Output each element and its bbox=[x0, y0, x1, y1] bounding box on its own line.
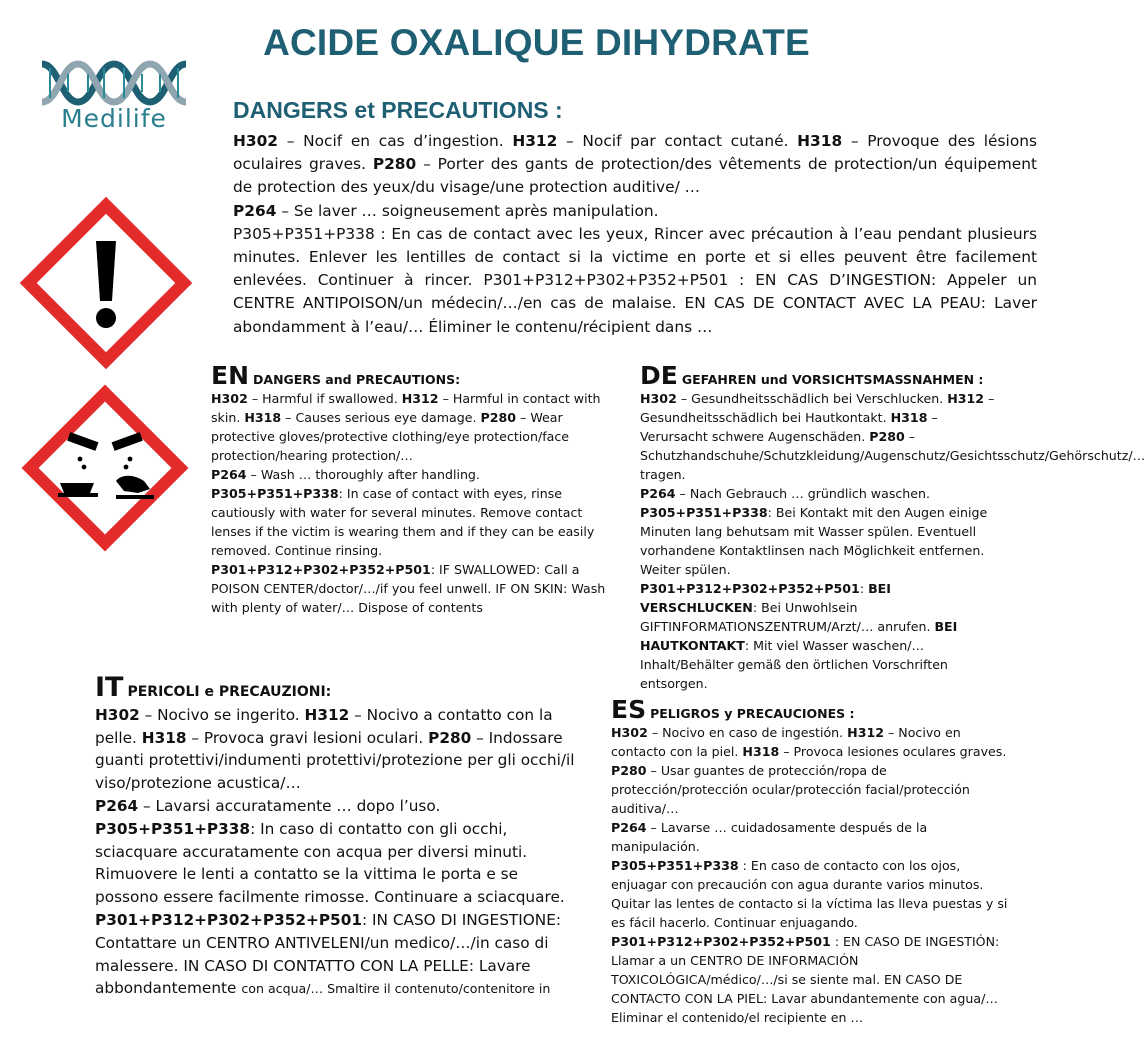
language-code-es: ES bbox=[611, 695, 647, 724]
statement-text: : IF SWALLOWED: Call a POISON CENTER/doctor/…/if you feel unwell. IF ON SKIN: Wash with plenty of water/… Dispose of contents bbox=[211, 562, 606, 615]
statement-code: H312 bbox=[947, 391, 985, 406]
statement-code: P264 bbox=[211, 467, 247, 482]
statement-text: : Mit viel Wasser waschen/… Inhalt/Behälter gemäß den örtlichen Vorschriften entsorgen. bbox=[640, 638, 948, 691]
statement-text: – Wash … thoroughly after handling. bbox=[246, 467, 480, 482]
heading-de: GEFAHREN und VORSICHTSMASSNAHMEN : bbox=[681, 372, 984, 387]
statement-code: P301+P312+P302+P352+P501 bbox=[211, 562, 431, 577]
statement-text: – Verursacht schwere Augenschäden. bbox=[640, 410, 938, 444]
statement-text: – Provoca gravi lesioni oculari. bbox=[186, 728, 429, 747]
statement-text: – Nocif par contact cutané. bbox=[557, 132, 798, 150]
statement-text: – Nocivo a contatto con la pelle. bbox=[95, 705, 553, 747]
statement-text: : In case of contact with eyes, rinse cautiously with water for several minutes. Remove contact lenses if the victim is wearing them and if they can be easily removed. Continue rinsing. bbox=[211, 486, 595, 558]
statement-code: P280 bbox=[869, 429, 905, 444]
statement-code: P264 bbox=[233, 201, 277, 220]
exclamation-mark-pictogram bbox=[20, 197, 192, 369]
section-de bbox=[640, 361, 1145, 693]
statement-code: P301+P312+P302+P352+P501 bbox=[611, 934, 831, 949]
body-it bbox=[95, 704, 575, 1001]
statement-text: – Provoque des lésions oculaires graves. bbox=[233, 132, 1038, 174]
statement-text: – Nocivo se ingerito. bbox=[139, 705, 305, 724]
statement-code: H312 bbox=[512, 132, 558, 150]
statement-code: P280 bbox=[428, 728, 472, 747]
statement-code: P264 bbox=[640, 486, 676, 501]
statement-code: H302 bbox=[611, 725, 648, 740]
statement-text: : IN CASO DI INGESTIONE: Contattare un CENTRO ANTIVELENI/un medico/…/in caso di malessere. IN CASO DI CONTATTO CON LA PELLE: Lavare abbondantemente bbox=[95, 910, 562, 998]
statement-text: – Wear protective gloves/protective clothing/eye protection/face protection/hearing protection/… bbox=[211, 410, 570, 463]
statement-text: – Nocivo en contacto con la piel. bbox=[611, 725, 961, 759]
statement-code: P305+P351+P338 bbox=[95, 819, 251, 838]
statement-text: – Lavarse … cuidadosamente después de la manipulación. bbox=[611, 820, 928, 854]
statement-code: H318 bbox=[890, 410, 928, 425]
statement-text: – Provoca lesiones oculares graves. bbox=[779, 744, 1007, 759]
main-heading: DANGERS et PRECAUTIONS : bbox=[233, 97, 563, 123]
statement-text: – Gesundheitsschädlich bei Hautkontakt. bbox=[640, 391, 995, 425]
logo-wordmark: Medilife bbox=[61, 104, 167, 133]
section-en bbox=[211, 361, 606, 617]
statement-code: BEI HAUTKONTAKT bbox=[640, 619, 958, 653]
dna-helix-icon bbox=[38, 58, 190, 108]
statement-text: : Bei Unwohlsein GIFTINFORMATIONSZENTRUM/Arzt/… anrufen. bbox=[640, 600, 935, 634]
section-es bbox=[611, 695, 1011, 1027]
statement-text: P305+P351+P338 : En cas de contact avec les yeux, Rincer avec précaution à l’eau pendant plusieurs minutes. Enlever les lentilles de contact si la victime en porte et si elles peuvent être facilement enlevées. Continuer à rincer. P301+P312+P302+P352+P501 : EN CAS D’INGESTION: Appeler un CENTRE ANTIPOISON/un médecin/…/en cas de malaise. EN CAS DE CONTACT AVEC LA PEAU: Laver abondamment à l’eau/… Éliminer le contenu/récipient dans … bbox=[233, 224, 1037, 336]
statement-text: – Nocif en cas d’ingestion. bbox=[278, 132, 513, 150]
statement-code: P280 bbox=[480, 410, 517, 425]
body-en bbox=[211, 389, 606, 617]
statement-code: H312 bbox=[401, 391, 439, 406]
statement-code: P305+P351+P338 bbox=[640, 505, 768, 520]
statement-code: H302 bbox=[233, 132, 279, 150]
statement-code: P305+P351+P338 bbox=[611, 858, 739, 873]
statement-text: – Se laver … soigneusement après manipulation. bbox=[276, 201, 659, 220]
statement-code: P264 bbox=[611, 820, 647, 835]
statement-text: – Porter des gants de protection/des vêtements de protection/un équipement de protection des yeux/du visage/une protection auditive/ … bbox=[233, 155, 1037, 197]
statement-text: – Lavarsi accuratamente … dopo l’uso. bbox=[138, 796, 441, 815]
statement-code: H312 bbox=[304, 705, 350, 724]
section-it bbox=[95, 672, 575, 1001]
statement-code: H302 bbox=[95, 705, 140, 724]
statement-code: P301+P312+P302+P352+P501 bbox=[95, 910, 362, 929]
statement-text: : En caso de contacto con los ojos, enjuagar con precaución con agua durante varios minutos. Quitar las lentes de contacto si la víctima las lleva puestas y si es fácil hacerlo. Continuar enjuagando. bbox=[611, 858, 1008, 930]
language-code-it: IT bbox=[95, 672, 124, 703]
statement-code: H312 bbox=[847, 725, 884, 740]
statement-code: H318 bbox=[244, 410, 282, 425]
statement-code: P264 bbox=[95, 796, 139, 815]
page-title: ACIDE OXALIQUE DIHYDRATE bbox=[263, 22, 810, 63]
statement-code: P305+P351+P338 bbox=[211, 486, 339, 501]
statement-code: H318 bbox=[797, 132, 843, 150]
heading-en: DANGERS and PRECAUTIONS: bbox=[253, 372, 461, 387]
statement-text: – Gesundheitsschädlich bei Verschlucken. bbox=[676, 391, 948, 406]
statement-text: : EN CASO DE INGESTIÓN: Llamar a un CENTRO DE INFORMACIÓN TOXICOLÓGICA/médico/…/si se siente mal. EN CASO DE CONTACTO CON LA PIEL: Lavar abundantemente con agua/… Eliminar el contenido/el recipiente en … bbox=[611, 934, 1000, 1025]
body-es bbox=[611, 723, 1011, 1027]
heading-it: PERICOLI e PRECAUZIONI: bbox=[127, 684, 332, 700]
medilife-logo bbox=[38, 58, 190, 136]
statement-text: – Usar guantes de protección/ropa de protección/protección ocular/protección facial/protección auditiva/… bbox=[611, 763, 970, 816]
statement-text: : In caso di contatto con gli occhi, sciacquare accuratamente con acqua per diversi minuti. Rimuovere le lenti a contatto se la vittima le porta e se possono essere facilmente rimosse. Continuare a sciacquare. bbox=[95, 819, 565, 907]
language-code-en: EN bbox=[211, 361, 250, 390]
statement-text: – Harmful if swallowed. bbox=[247, 391, 402, 406]
statement-code: H302 bbox=[640, 391, 677, 406]
statement-text: – Harmful in contact with skin. bbox=[211, 391, 601, 425]
statement-code: P280 bbox=[611, 763, 647, 778]
statement-text: : Bei Kontakt mit den Augen einige Minuten lang behutsam mit Wasser spülen. Eventuell vorhandene Kontaktlinsen nach Möglichkeit entfernen. Weiter spülen. bbox=[640, 505, 988, 577]
statement-code: H318 bbox=[742, 744, 780, 759]
statement-code: H302 bbox=[211, 391, 248, 406]
body-de bbox=[640, 389, 1145, 693]
statement-code: P301+P312+P302+P352+P501 bbox=[640, 581, 860, 596]
statement-code: P280 bbox=[372, 155, 417, 174]
statement-code: H318 bbox=[141, 728, 187, 747]
statement-text: con acqua/… Smaltire il contenuto/contenitore in bbox=[241, 981, 551, 997]
heading-es: PELIGROS y PRECAUCIONES : bbox=[650, 706, 855, 721]
statement-text: – Causes serious eye damage. bbox=[281, 410, 481, 425]
statement-text: – Indossare guanti protettivi/indumenti protettivi/protezione per gli occhi/il viso/protezione acustica/… bbox=[95, 728, 575, 793]
language-code-de: DE bbox=[640, 361, 678, 390]
main-section-body bbox=[233, 130, 1037, 339]
corrosive-pictogram bbox=[20, 385, 190, 550]
statement-code: BEI VERSCHLUCKEN bbox=[640, 581, 891, 615]
statement-text: – Schutzhandschuhe/Schutzkleidung/Augenschutz/Gesichtsschutz/Gehörschutz/… tragen. bbox=[640, 429, 1145, 482]
statement-text: – Nach Gebrauch … gründlich waschen. bbox=[675, 486, 931, 501]
statement-text: – Nocivo en caso de ingestión. bbox=[647, 725, 848, 740]
statement-text: : bbox=[859, 581, 869, 596]
